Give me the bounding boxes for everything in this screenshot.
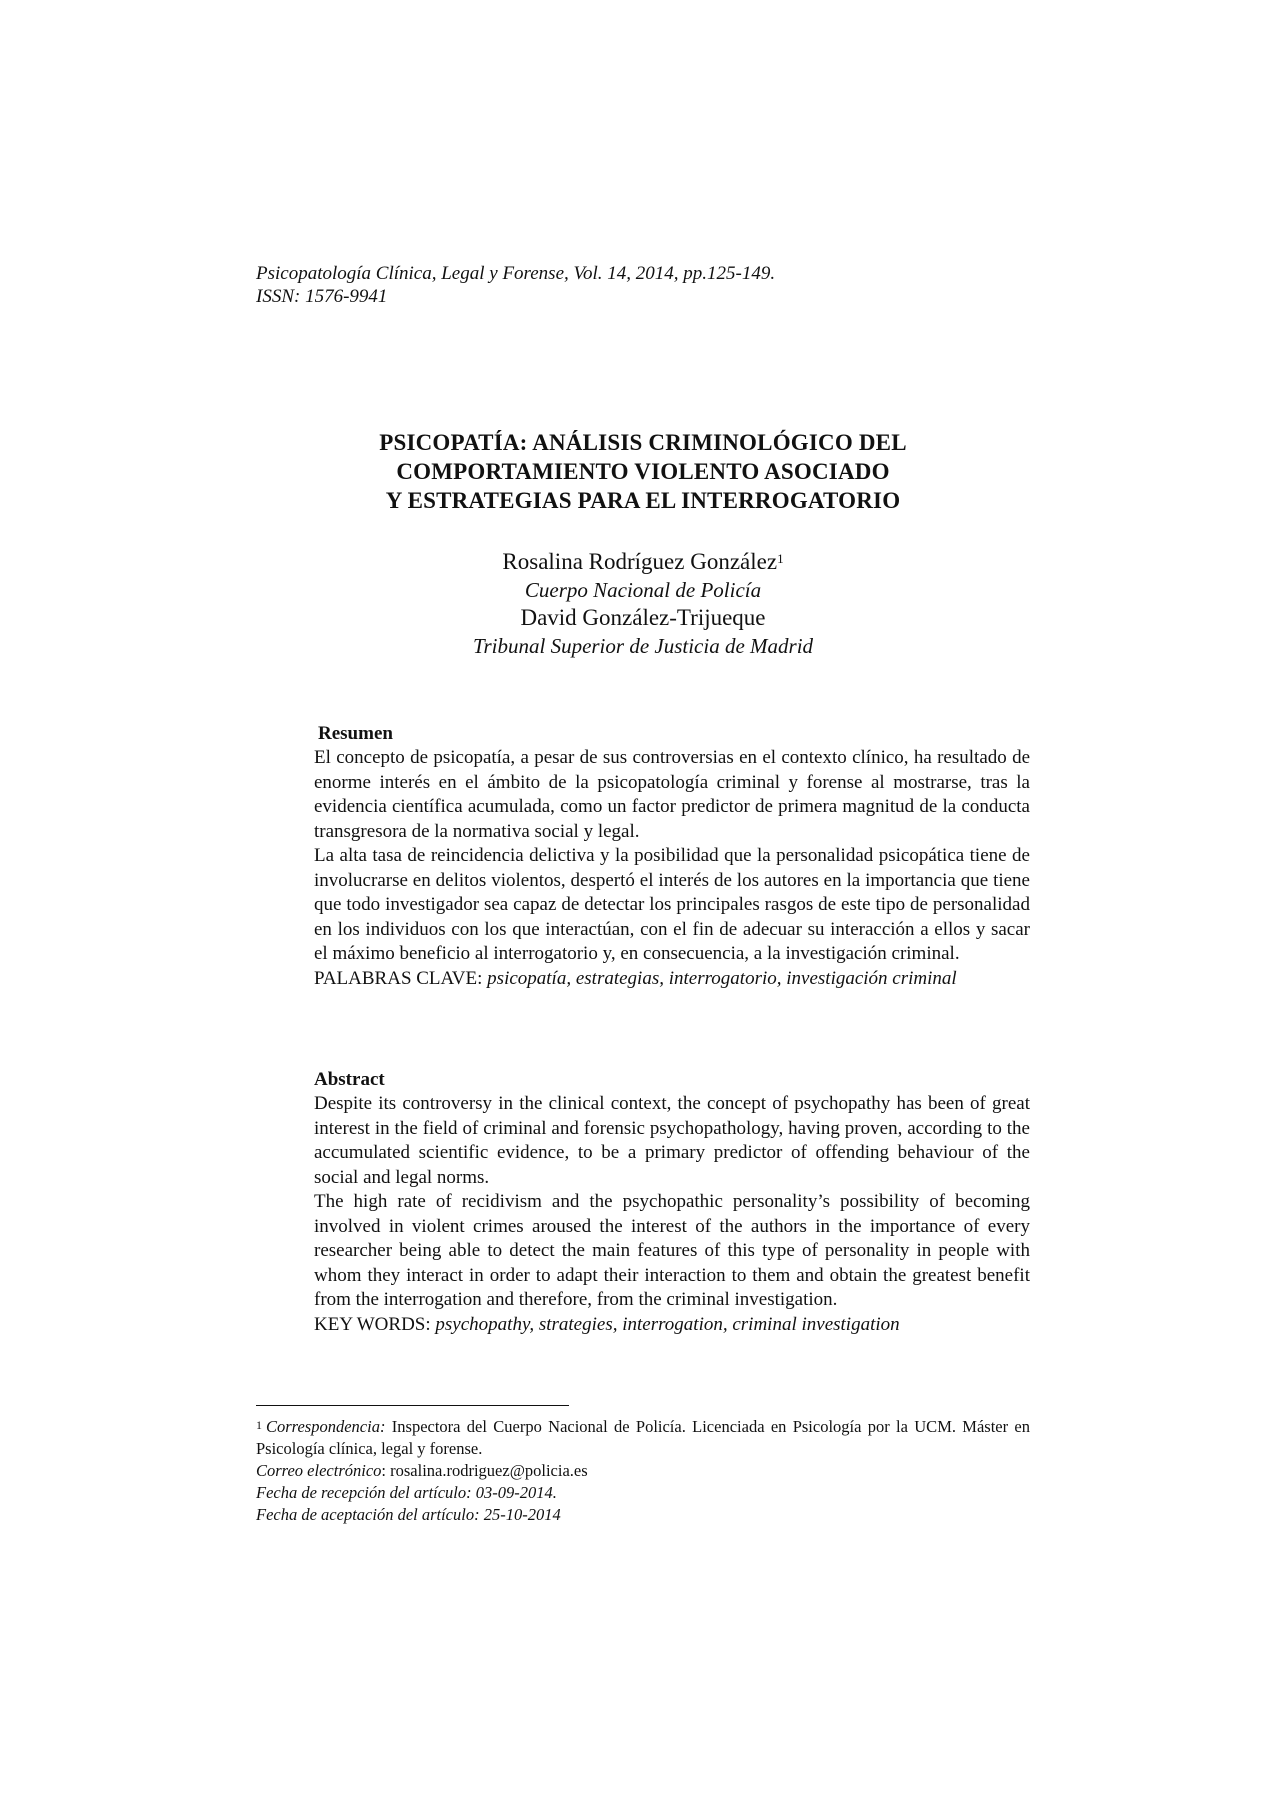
title-line-2: COMPORTAMIENTO VIOLENTO ASOCIADO <box>396 459 890 484</box>
email-address: : rosalina.rodriguez@policia.es <box>381 1461 588 1480</box>
abstract-paragraph-2: The high rate of recidivism and the psychopathic personality’s possibility of becoming involved in violent crimes aroused the interest of the authors in the importance of every researcher being able to detect the main features of this type of personality in people with whom they interact in order to adapt their interaction to them and obtain the greatest benefit from the interrogation and therefore, from the criminal investigation. <box>314 1191 1030 1310</box>
received-date: Fecha de recepción del artículo: 03-09-2014. <box>256 1483 557 1502</box>
author-name <box>256 548 1030 576</box>
journal-citation: Psicopatología Clínica, Legal y Forense, Vol. 14, 2014, pp.125-149. <box>256 263 776 284</box>
resumen-heading: Resumen <box>318 723 393 744</box>
author-2-name: David González-Trijueque <box>520 605 766 630</box>
author-2-affiliation: Tribunal Superior de Justicia de Madrid <box>472 634 814 658</box>
author-1-affiliation: Cuerpo Nacional de Policía <box>524 578 762 602</box>
abstract-section <box>314 1068 1030 1337</box>
author-1-footnote-marker: 1 <box>777 551 784 566</box>
resumen-section <box>314 722 1030 991</box>
abstract-keywords-label: KEY WORDS: <box>314 1313 431 1335</box>
footnote-divider <box>256 1405 569 1406</box>
abstract-paragraph-1: Despite its controversy in the clinical context, the concept of psychopathy has been of great interest in the field of criminal and forensic psychopathology, having proven, according to the accumulated scientific evidence, to be a primary predictor of offending behaviour of the social and legal norms. <box>314 1093 1030 1188</box>
title-line-3: Y ESTRATEGIAS PARA EL INTERROGATORIO <box>385 488 901 513</box>
author-1-name: Rosalina Rodríguez González <box>502 549 778 574</box>
correspondence-label: Correspondencia: <box>266 1417 386 1436</box>
journal-header <box>256 262 775 308</box>
abstract-keywords-list: psychopathy, strategies, interrogation, criminal investigation <box>435 1313 900 1335</box>
email-label: Correo electrónico <box>256 1461 382 1480</box>
resumen-keywords-label: PALABRAS CLAVE: <box>314 967 483 989</box>
footnote-email <box>256 1460 1030 1482</box>
title-line-1: PSICOPATÍA: ANÁLISIS CRIMINOLÓGICO DEL <box>379 430 907 455</box>
resumen-keywords <box>314 967 1030 992</box>
author-block <box>256 548 1030 660</box>
correspondence-text: Inspectora del Cuerpo Nacional de Policía. Licenciada en Psicología por la UCM. Máster en Psicología clínica, legal y forense. <box>256 1417 1030 1458</box>
resumen-paragraph-1: El concepto de psicopatía, a pesar de sus controversias en el contexto clínico, ha resultado de enorme interés en el ámbito de la psicopatología criminal y forense al mostrarse, tras la evidencia científica acumulada, como un factor predictor de primera magnitud de la conducta transgresora de la normativa social y legal. <box>314 747 1030 842</box>
journal-issn: ISSN: 1576-9941 <box>256 286 388 307</box>
footnote-correspondence <box>256 1416 1030 1460</box>
accepted-date: Fecha de aceptación del artículo: 25-10-2014 <box>256 1505 561 1524</box>
abstract-heading: Abstract <box>314 1069 385 1090</box>
abstract-keywords <box>314 1313 1030 1338</box>
resumen-paragraph-2: La alta tasa de reincidencia delictiva y la posibilidad que la personalidad psicopática tiene de involucrarse en delitos violentos, despertó el interés de los autores en la importancia que tiene que todo investigador sea capaz de detectar los principales rasgos de este tipo de personalidad en los individuos con los que interactúan, con el fin de adecuar su interacción a ellos y sacar el máximo beneficio al interrogatorio y, en consecuencia, a la investigación criminal. <box>314 845 1030 964</box>
resumen-keywords-list: psicopatía, estrategias, interrogatorio, investigación criminal <box>487 967 957 989</box>
footnote-marker: 1 <box>256 1418 262 1432</box>
footnotes <box>256 1416 1030 1526</box>
author-name <box>256 604 1030 632</box>
paper-title <box>256 428 1030 515</box>
